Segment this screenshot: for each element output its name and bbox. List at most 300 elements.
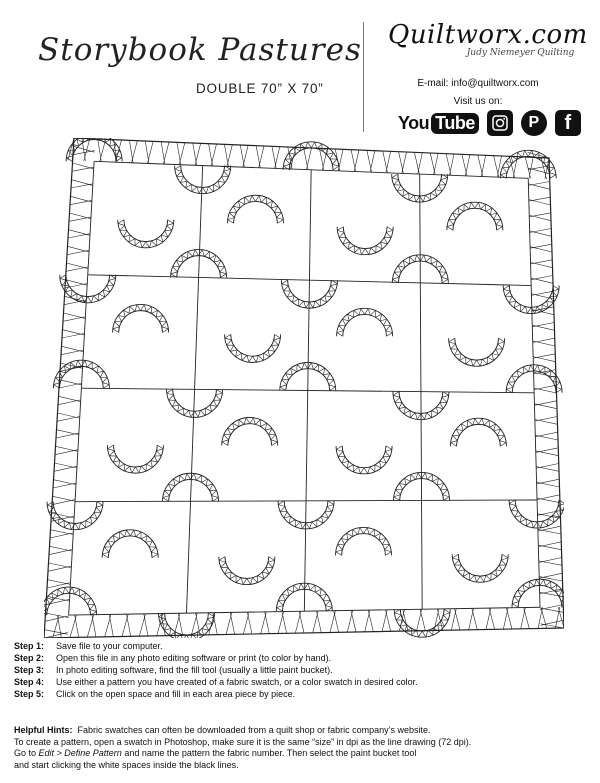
arc-spike <box>176 634 181 638</box>
arc-spike <box>244 418 246 425</box>
arc-spike <box>468 420 473 425</box>
arc-spike <box>534 152 539 157</box>
border-line <box>506 608 512 629</box>
arc-spike <box>110 451 115 456</box>
border-line <box>530 247 552 252</box>
arc-spike <box>108 445 114 449</box>
arc-spike <box>187 473 191 479</box>
arc-spike <box>531 521 533 528</box>
arc-spike <box>354 248 359 253</box>
arc-ring <box>453 208 497 230</box>
quilt-border <box>44 138 564 638</box>
arc-spike <box>549 173 556 175</box>
arc-spike <box>247 355 249 362</box>
arc-spike <box>79 523 81 530</box>
arc-ring <box>337 227 393 255</box>
arc-spike <box>365 249 369 255</box>
arc-spike <box>300 522 302 529</box>
border-line <box>53 483 76 488</box>
arc-spike <box>425 413 427 420</box>
border-line <box>131 141 137 163</box>
arc-spike <box>501 560 506 565</box>
arc-spike <box>156 451 161 456</box>
arc-ring <box>119 311 163 333</box>
arc-spike <box>443 490 448 495</box>
arc-spike <box>411 475 416 480</box>
arc-spike <box>426 257 431 262</box>
border-line <box>48 566 71 571</box>
border-line <box>434 153 439 174</box>
arc-spike <box>364 468 368 474</box>
arc-spike <box>386 230 393 232</box>
arc-spike <box>66 156 73 158</box>
arc-ring <box>343 314 387 336</box>
arc-spike <box>277 606 284 608</box>
step-4: Step 4: Use either a pattern you have created of a fabric swatch, or a color swatch in desired color. <box>14 677 418 687</box>
arc-ring <box>455 338 499 360</box>
arc-spike <box>509 504 516 506</box>
arc-spike <box>478 202 480 209</box>
border-line <box>71 184 93 188</box>
arc-spike <box>163 496 170 498</box>
arc-spike <box>508 382 513 387</box>
arc-spike <box>331 286 336 291</box>
arc-spike <box>200 410 205 415</box>
arc-spike <box>441 277 448 279</box>
arc-spike <box>185 473 187 480</box>
arc-spike <box>503 286 509 290</box>
social-links <box>398 110 581 136</box>
arc-ring <box>228 424 272 446</box>
border-line <box>61 350 84 355</box>
arc-spike <box>280 385 287 387</box>
arc-ring <box>342 534 386 556</box>
arc-spike <box>130 307 135 312</box>
email-link[interactable]: E-mail: info@quiltworx.com <box>417 78 539 89</box>
border-line <box>54 466 77 471</box>
arc-spike <box>278 600 283 605</box>
arc-spike <box>315 301 320 306</box>
arc-ring <box>124 220 168 242</box>
border-line <box>386 151 391 172</box>
arc-spike <box>511 506 516 511</box>
arc-spike <box>410 413 415 418</box>
border-line <box>402 152 407 173</box>
arc-spike <box>125 466 130 471</box>
arc-spike <box>130 466 132 473</box>
instagram-icon[interactable] <box>487 110 513 136</box>
arc-spike <box>538 365 540 372</box>
arc-spike <box>313 365 318 370</box>
border-line <box>530 231 552 236</box>
arc-spike <box>473 360 477 366</box>
arc-spike <box>424 255 426 262</box>
border-line <box>275 147 280 169</box>
arc-ring <box>450 418 506 446</box>
border-line <box>92 615 96 637</box>
arc-spike <box>206 187 208 194</box>
arc-spike <box>81 523 86 528</box>
arc-spike <box>167 223 174 225</box>
arc-spike <box>337 230 344 232</box>
border-line <box>69 217 91 221</box>
arc-spike <box>328 501 334 505</box>
border-line <box>537 482 560 487</box>
arc-spike <box>130 530 134 536</box>
arc-spike <box>471 202 475 208</box>
arc-spike <box>162 322 167 327</box>
border-line <box>536 467 559 472</box>
arc-spike <box>514 597 519 602</box>
arc-spike <box>227 340 232 345</box>
arc-ring <box>165 613 209 635</box>
arc-spike <box>308 142 312 148</box>
arc-spike <box>299 301 304 306</box>
arc-spike <box>272 442 278 446</box>
border-line <box>351 610 356 632</box>
arc-spike <box>152 554 158 558</box>
arc-ring <box>118 220 174 248</box>
arc-spike <box>151 552 158 554</box>
arc-spike <box>332 164 339 166</box>
arc-spike <box>157 445 163 449</box>
arc-spike <box>427 475 432 480</box>
arc-spike <box>369 530 374 535</box>
arc-spike <box>332 159 337 164</box>
arc-spike <box>253 356 257 362</box>
arc-spike <box>301 583 305 589</box>
arc-spike <box>478 418 482 424</box>
arc-spike <box>255 196 259 202</box>
arc-spike <box>169 395 174 400</box>
border-line <box>306 148 311 170</box>
arc-spike <box>102 378 107 383</box>
arc-spike <box>370 467 375 472</box>
arc-spike <box>96 507 101 512</box>
helpful-hints <box>14 725 471 771</box>
border-line <box>368 610 373 632</box>
border-line <box>540 592 563 596</box>
border-line <box>465 155 469 176</box>
arc-spike <box>523 151 525 158</box>
arc-spike <box>71 362 76 367</box>
arc-spike <box>198 410 200 417</box>
arc-spike <box>500 441 507 443</box>
border-line <box>316 611 321 633</box>
arc-spike <box>409 195 414 200</box>
arc-spike <box>102 383 109 385</box>
arc-spike <box>498 344 503 349</box>
hint-line-4: and start clicking the white spaces inside the black lines. <box>14 759 239 770</box>
quilt-line-drawing[interactable] <box>44 138 564 638</box>
arc-spike <box>64 523 69 528</box>
border-line <box>354 150 359 172</box>
border-line <box>163 142 169 164</box>
border-line <box>299 611 304 633</box>
arc-spike <box>336 450 343 452</box>
arc-spike <box>544 579 546 586</box>
border-line <box>144 614 148 636</box>
arc-spike <box>386 232 391 237</box>
arc-spike <box>102 554 108 558</box>
border-line <box>63 317 85 322</box>
arc-spike <box>422 631 426 637</box>
arc-spike <box>175 169 182 171</box>
arc-spike <box>250 196 252 203</box>
arc-spike <box>359 309 361 316</box>
arc-spike <box>540 367 545 372</box>
border-line <box>265 612 270 634</box>
arc-spike <box>224 171 229 176</box>
border-line <box>57 416 80 421</box>
arc-spike <box>125 530 127 537</box>
arc-spike <box>502 168 507 173</box>
arc-spike <box>498 338 504 342</box>
arc-spike <box>415 413 417 420</box>
arc-spike <box>368 467 370 474</box>
arc-spike <box>195 411 199 417</box>
arc-spike <box>247 578 251 584</box>
arc-spike <box>360 528 364 534</box>
border-line <box>385 610 390 632</box>
arc-spike <box>415 255 417 262</box>
arc-spike <box>204 252 209 257</box>
border-line <box>370 151 375 172</box>
arc-ring <box>447 202 503 230</box>
pinterest-icon[interactable]: P <box>521 110 547 136</box>
arc-ring <box>449 338 505 366</box>
arc-spike <box>550 175 556 179</box>
arc-spike <box>167 225 172 230</box>
border-line <box>230 612 235 634</box>
arc-spike <box>282 380 287 385</box>
border-line <box>259 146 264 168</box>
arc-spike <box>220 274 226 278</box>
arc-spike <box>416 473 418 480</box>
arc-spike <box>385 452 390 457</box>
border-line <box>531 278 553 283</box>
arc-spike <box>258 355 263 360</box>
border-line <box>532 325 554 330</box>
arc-spike <box>313 301 315 308</box>
arc-spike <box>394 495 401 497</box>
arc-spike <box>443 615 448 620</box>
border-line <box>70 200 92 204</box>
arc-spike <box>310 585 315 590</box>
arc-spike <box>360 248 362 255</box>
arc-spike <box>74 589 79 594</box>
arc-spike <box>469 202 471 209</box>
arc-spike <box>486 575 491 580</box>
arc-spike <box>386 333 392 337</box>
arc-spike <box>509 500 515 504</box>
youtube-icon[interactable] <box>398 113 479 134</box>
border-line <box>75 615 79 637</box>
border-line <box>62 333 84 338</box>
arc-spike <box>103 385 109 389</box>
border-line <box>58 400 81 405</box>
arc-spike <box>453 435 458 440</box>
hint-line-3: Go to Edit > Define Pattern and name the pattern the fabric number. Then select the paint bucket tool <box>14 748 417 758</box>
arc-spike <box>482 418 484 425</box>
arc-spike <box>308 583 310 590</box>
arc-spike <box>180 475 185 480</box>
arc-spike <box>271 440 278 442</box>
arc-spike <box>132 467 136 473</box>
border-line <box>455 609 460 630</box>
arc-spike <box>500 173 507 175</box>
arc-ring <box>234 201 278 223</box>
arc-spike <box>75 524 79 530</box>
arc-spike <box>90 609 97 611</box>
arc-spike <box>136 532 141 537</box>
arc-spike <box>475 575 477 582</box>
arc-spike <box>195 250 199 256</box>
arc-ring <box>102 530 158 558</box>
border-line <box>449 154 454 175</box>
camera-icon <box>491 114 509 132</box>
arc-spike <box>212 498 218 502</box>
arc-spike <box>63 587 65 594</box>
arc-spike <box>546 581 551 586</box>
arc-spike <box>167 393 174 395</box>
arc-spike <box>396 490 401 495</box>
arc-spike <box>452 554 458 558</box>
arc-spike <box>310 522 312 529</box>
border-line <box>533 357 555 362</box>
arc-spike <box>141 305 145 311</box>
arc-spike <box>208 619 213 624</box>
border-line <box>49 549 72 554</box>
arc-spike <box>253 418 255 425</box>
border-line <box>59 383 82 388</box>
arc-spike <box>353 530 358 535</box>
arc-spike <box>168 220 174 224</box>
arc-spike <box>451 443 457 447</box>
brand-tagline: Judy Niemeyer Quilting <box>466 48 575 58</box>
arc-spike <box>302 363 304 370</box>
border-line <box>247 612 252 634</box>
arc-spike <box>443 497 449 501</box>
arc-spike <box>325 600 330 605</box>
brand-logo[interactable] <box>388 20 588 58</box>
pattern-title: Storybook Pastures <box>38 32 362 68</box>
step-1: Step 1: Save file to your computer. <box>14 641 163 651</box>
border-line <box>529 215 551 220</box>
arc-spike <box>469 575 474 580</box>
arc-spike <box>109 278 116 280</box>
arc-spike <box>480 359 482 366</box>
arc-spike <box>109 280 114 285</box>
border-line <box>528 184 550 190</box>
arc-ring <box>222 417 278 445</box>
arc-spike <box>115 322 120 327</box>
arc-spike <box>443 613 450 615</box>
arc-spike <box>543 521 548 526</box>
border-line <box>537 514 560 519</box>
arc-ring <box>225 334 281 362</box>
border-line <box>534 404 557 409</box>
arc-spike <box>414 195 416 202</box>
border-line <box>489 608 495 629</box>
border-line <box>67 250 89 254</box>
arc-spike <box>87 362 92 367</box>
arc-ring <box>458 554 502 576</box>
arc-spike <box>177 171 182 176</box>
arc-spike <box>184 410 189 415</box>
arc-spike <box>466 359 471 364</box>
arc-spike <box>135 305 137 312</box>
arc-spike <box>66 158 72 162</box>
arc-spike <box>194 473 196 480</box>
arc-spike <box>484 575 486 582</box>
arc-spike <box>480 204 485 209</box>
arc-ring <box>336 446 392 474</box>
arc-spike <box>225 334 231 338</box>
border-line <box>537 498 560 503</box>
border-line <box>535 419 558 424</box>
arc-spike <box>140 241 142 248</box>
arc-ring <box>343 227 387 249</box>
arc-spike <box>119 532 124 537</box>
border-line <box>178 613 182 635</box>
arc-spike <box>354 310 359 315</box>
arc-spike <box>420 255 424 261</box>
visit-label: Visit us on: <box>453 96 503 107</box>
arc-spike <box>423 195 425 202</box>
arc-spike <box>127 530 131 536</box>
arc-spike <box>336 550 343 552</box>
arc-spike <box>503 289 510 291</box>
step-2: Step 2: Open this file in any photo editing software or print (to color by hand). <box>14 653 332 663</box>
arc-spike <box>506 387 513 389</box>
arc-spike <box>534 365 538 371</box>
arc-spike <box>142 242 146 248</box>
arc-spike <box>250 418 254 424</box>
arc-spike <box>419 631 423 637</box>
arc-spike <box>452 558 459 560</box>
arc-spike <box>371 248 376 253</box>
arc-spike <box>449 219 454 224</box>
arc-spike <box>102 552 109 554</box>
arc-ring <box>107 445 163 473</box>
arc-spike <box>526 307 528 314</box>
arc-spike <box>197 187 199 194</box>
arc-spike <box>85 360 87 367</box>
arc-spike <box>330 387 336 391</box>
arc-spike <box>118 223 125 225</box>
arc-ring <box>114 445 158 467</box>
arc-spike <box>309 302 313 308</box>
arc-spike <box>496 219 501 224</box>
arc-spike <box>202 250 204 257</box>
arc-spike <box>268 562 273 567</box>
arc-spike <box>171 272 178 274</box>
arc-spike <box>271 435 276 440</box>
arc-spike <box>311 142 315 148</box>
border-line <box>211 144 217 166</box>
border-line <box>66 267 88 271</box>
arc-ring <box>400 609 444 631</box>
border-line <box>72 167 94 171</box>
arc-spike <box>416 196 420 202</box>
arc-spike <box>312 522 317 527</box>
facebook-icon[interactable]: f <box>555 110 581 136</box>
border-line <box>534 388 557 393</box>
arc-spike <box>62 280 67 285</box>
arc-spike <box>135 241 140 246</box>
arc-spike <box>427 413 432 418</box>
